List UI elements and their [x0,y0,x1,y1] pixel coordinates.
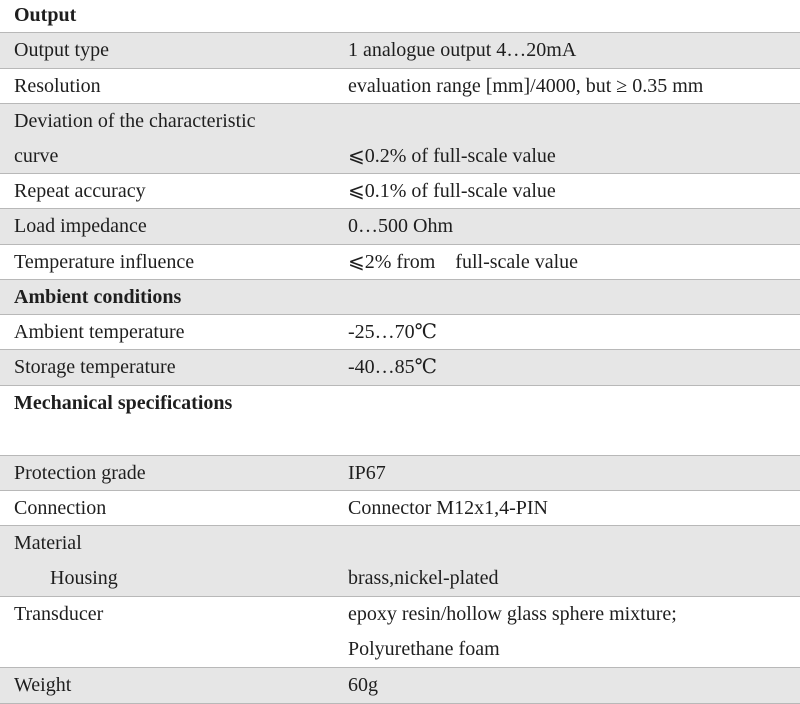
row-value: -25…70℃ [348,321,438,343]
row-value: ⩽2% from full-scale value [348,251,579,273]
row-value: 0…500 Ohm [348,215,453,237]
section-title: Ambient conditions [14,286,182,308]
row-value: -40…85℃ [348,356,438,378]
row-label: Repeat accuracy [14,180,146,202]
row-value: 60g [348,674,378,696]
table-row [0,349,800,385]
table-row [0,455,800,490]
section-header-ambient [0,279,800,314]
row-label: Resolution [14,75,101,97]
row-label: Storage temperature [14,356,176,378]
table-row [0,32,800,68]
row-value: Connector M12x1,4-PIN [348,497,548,519]
table-row [0,208,800,244]
row-label: Protection grade [14,462,146,484]
row-value: ⩽0.1% of full-scale value [348,180,556,202]
row-value-continued: Polyurethane foam [348,638,500,660]
row-label: Connection [14,497,107,519]
section-title: Mechanical specifications [14,392,233,414]
row-value: brass,nickel-plated [348,567,499,589]
table-row [0,103,800,173]
row-label-continued: curve [14,145,59,167]
table-row [0,173,800,208]
row-value: evaluation range [mm]/4000, but ≥ 0.35 mm [348,75,704,97]
table-row [0,490,800,525]
row-label: Weight [14,674,72,696]
section-title: Output [14,4,77,26]
row-label: Deviation of the characteristic [14,110,256,132]
table-row [0,525,800,596]
row-label: Temperature influence [14,251,195,273]
table-row [0,667,800,703]
row-label: Ambient temperature [14,321,185,343]
row-value: epoxy resin/hollow glass sphere mixture; [348,603,677,625]
section-header-mechanical [0,385,800,455]
row-value: 1 analogue output 4…20mA [348,39,577,61]
table-row [0,68,800,103]
row-label: Output type [14,39,109,61]
row-sublabel: Housing [50,567,118,589]
table-row [0,314,800,349]
section-header-output [0,0,800,32]
row-value: IP67 [348,462,386,484]
row-label: Material [14,532,82,554]
table-row [0,244,800,279]
row-label: Load impedance [14,215,147,237]
table-row [0,596,800,667]
row-value: ⩽0.2% of full-scale value [348,145,556,167]
row-label: Transducer [14,603,104,625]
